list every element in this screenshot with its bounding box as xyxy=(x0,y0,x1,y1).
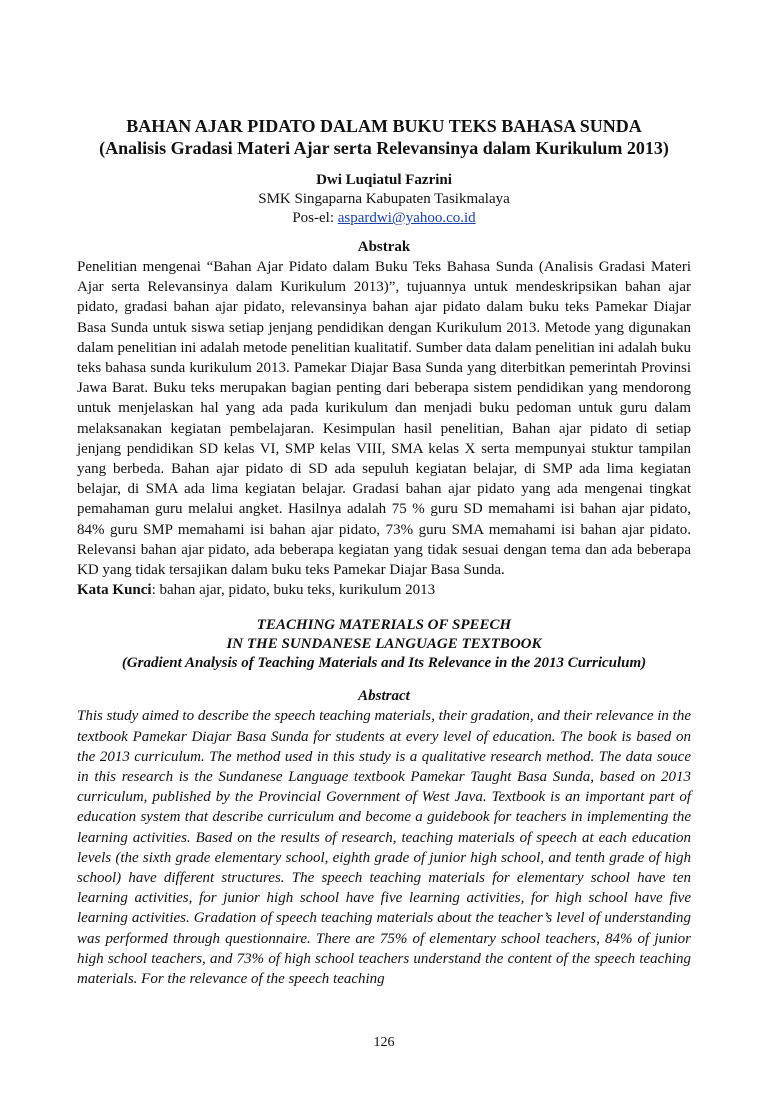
author-contact xyxy=(77,209,691,228)
keywords-line xyxy=(77,580,691,600)
page-number: 126 xyxy=(373,1035,395,1050)
author-block xyxy=(77,171,691,228)
author-name: Dwi Luqiatul Fazrini xyxy=(316,172,452,188)
email-label: Pos-el: xyxy=(292,210,338,226)
keywords-text: : bahan ajar, pidato, buku teks, kurikulum 2013 xyxy=(151,582,436,599)
abstrak-body: Penelitian mengenai “Bahan Ajar Pidato dalam Buku Teks Bahasa Sunda (Analisis Gradasi Materi Ajar serta Relevansinya dalam Kurikulum 2013)”, tujuannya untuk mendeskripsikan bahan ajar pidato, gradasi bahan ajar pidato, relevansinya bahan ajar pidato dalam buku teks Pamekar Diajar Basa Sunda untuk siswa setiap jenjang pendidikan dengan Kurikulum 2013. Metode yang digunakan dalam penelitian ini adalah metode penelitian kualitatif. Sumber data dalam penelitian ini adalah buku teks bahasa sunda kurikulum 2013. Pamekar Diajar Basa Sunda yang diterbitkan pemerintah Provinsi Jawa Barat. Buku teks merupakan bagian penting dari beberapa sistem pendidikan yang mendorong untuk menjelaskan hal yang ada pada kurikulum dan menjadi buku pedoman untuk guru dalam melaksanakan kegiatan pembelajaran. Kesimpulan hasil penelitian, Bahan ajar pidato di setiap jenjang pendidikan SD kelas VI, SMP kelas VIII, SMA kelas X serta mempunyai stuktur tampilan yang berbeda. Bahan ajar pidato di SD ada sepuluh kegiatan belajar, di SMP ada lima kegiatan belajar, di SMA ada lima kegiatan belajar. Gradasi bahan ajar pidato yang ada mengenai tingkat pemahaman guru melalui angket. Hasilnya adalah 75 % guru SD memahami isi bahan ajar pidato, 84% guru SMP memahami isi bahan ajar pidato, 73% guru SMA memahami isi bahan ajar pidato. Relevansi bahan ajar pidato, ada beberapa kegiatan yang tidak sesuai dengan tema dan ada beberapa KD yang tidak tersajikan dalam buku teks Pamekar Diajar Basa Sunda. xyxy=(77,259,691,579)
author-affiliation: SMK Singaparna Kabupaten Tasikmalaya xyxy=(258,191,510,207)
title-line-1: BAHAN AJAR PIDATO DALAM BUKU TEKS BAHASA SUNDA xyxy=(126,116,642,136)
english-title-line-1: TEACHING MATERIALS OF SPEECH xyxy=(256,617,512,634)
abstract-heading: Abstract xyxy=(358,688,410,705)
title-line-2: (Analisis Gradasi Materi Ajar serta Relevansinya dalam Kurikulum 2013) xyxy=(99,138,669,158)
english-title-line-2: IN THE SUNDANESE LANGUAGE TEXTBOOK xyxy=(226,636,542,653)
abstrak-heading: Abstrak xyxy=(357,239,411,255)
english-title xyxy=(77,616,691,673)
email-link[interactable]: aspardwi@yahoo.co.id xyxy=(337,210,476,226)
english-title-line-3: (Gradient Analysis of Teaching Materials and Its Relevance in the 2013 Curriculum) xyxy=(121,655,647,672)
paper-title xyxy=(77,115,691,159)
paper-page xyxy=(77,115,691,989)
keywords-label: Kata Kunci xyxy=(77,582,152,599)
abstract-body: This study aimed to describe the speech teaching materials, their gradation, and their relevance in the textbook Pamekar Diajar Basa Sunda for students at every level of education. The book is based on the 2013 curriculum. The method used in this study is a qualitative research method. The data souce in this research is the Sundanese Language textbook Pamekar Taught Basa Sunda, based on 2013 curriculum, published by the Provincial Government of West Java. Textbook is an important part of education system that describe curriculum and become a guidebook for teachers in implementing the learning activities. Based on the results of research, teaching materials of speech at each education levels (the sixth grade elementary school, eighth grade of junior high school, and tenth grade of high school) have different structures. The speech teaching materials for elementary school have ten learning activities, for junior high school have five learning activities, for high school have five learning activities. Gradation of speech teaching materials about the teacher’s level of understanding was performed through questionnaire. There are 75% of elementary school teachers, 84% of junior high school teachers, and 73% of high school teachers understand the content of the speech teaching materials. For the relevance of the speech teaching xyxy=(77,708,691,988)
